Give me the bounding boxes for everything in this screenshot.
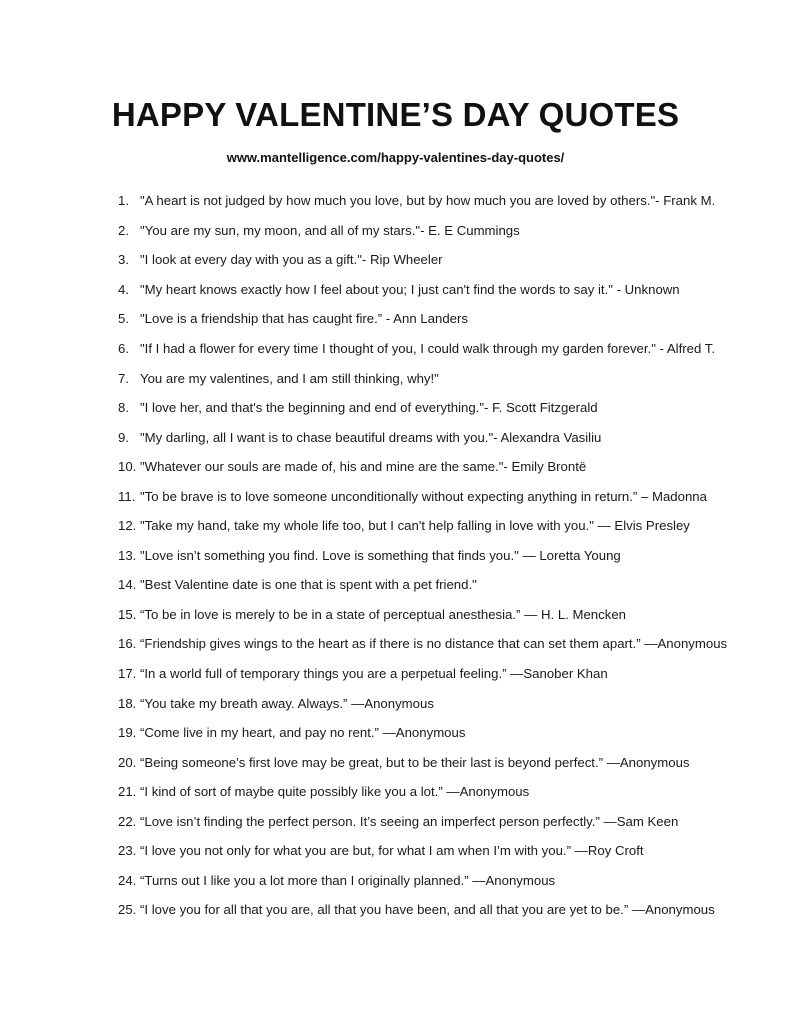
quote-item — [118, 304, 778, 334]
quote-number: 14. — [118, 577, 137, 593]
quote-item — [118, 600, 778, 630]
quote-item — [118, 511, 778, 541]
quote-number: 15. — [118, 606, 137, 622]
quote-item — [118, 245, 778, 275]
quote-item — [118, 895, 778, 925]
quote-number: 19. — [118, 725, 137, 741]
quote-text: "I look at every day with you as a gift."- Rip Wheeler — [140, 252, 443, 268]
quote-item — [118, 393, 778, 423]
quote-number: 9. — [118, 429, 129, 445]
quote-list — [118, 186, 778, 925]
quote-text: “I love you for all that you are, all that you have been, and all that you are yet to be.” —Anonymous — [140, 902, 715, 918]
quote-text: “Being someone’s first love may be great, but to be their last is beyond perfect.” —Anonymous — [140, 754, 690, 770]
quote-text: "Whatever our souls are made of, his and mine are the same."- Emily Brontë — [140, 459, 587, 475]
quote-text: You are my valentines, and I am still thinking, why!" — [140, 370, 439, 386]
quote-number: 20. — [118, 754, 137, 770]
quote-item — [118, 747, 778, 777]
quote-item — [118, 777, 778, 807]
quote-item — [118, 334, 778, 364]
quote-item — [118, 363, 778, 393]
quote-text: "If I had a flower for every time I thought of you, I could walk through my garden forever." - Alfred T. — [140, 341, 715, 356]
quote-number: 11. — [118, 488, 136, 504]
quote-text: "My darling, all I want is to chase beautiful dreams with you."- Alexandra Vasiliu — [140, 429, 602, 445]
quote-number: 6. — [118, 341, 129, 356]
quote-item — [118, 866, 778, 896]
quote-text: "To be brave is to love someone unconditionally without expecting anything in return.” – Madonna — [140, 488, 707, 504]
quote-number: 24. — [118, 872, 137, 888]
source-url: www.mantelligence.com/happy-valentines-day-quotes/ — [226, 150, 565, 165]
quote-number: 5. — [118, 311, 129, 327]
page-title: HAPPY VALENTINE’S DAY QUOTES — [111, 96, 680, 133]
quote-text: “In a world full of temporary things you are a perpetual feeling.” —Sanober Khan — [140, 666, 608, 682]
quote-item — [118, 216, 778, 246]
quote-number: 12. — [118, 518, 137, 534]
quote-number: 17. — [118, 666, 137, 682]
quote-number: 25. — [118, 902, 137, 918]
quote-text: "I love her, and that's the beginning and end of everything."- F. Scott Fitzgerald — [140, 400, 598, 416]
quote-item — [118, 481, 778, 511]
quote-text: “You take my breath away. Always.” —Anonymous — [140, 695, 434, 711]
quote-item — [118, 186, 778, 216]
quote-item — [118, 629, 778, 659]
quote-number: 23. — [118, 843, 137, 859]
quote-text: "Best Valentine date is one that is spent with a pet friend." — [140, 577, 477, 593]
quote-text: "Take my hand, take my whole life too, but I can't help falling in love with you." — Elvis Presley — [140, 518, 690, 534]
quote-number: 3. — [118, 252, 129, 268]
quote-text: “I kind of sort of maybe quite possibly like you a lot.” —Anonymous — [140, 784, 530, 800]
quote-number: 22. — [118, 813, 137, 829]
quote-text: "You are my sun, my moon, and all of my stars."- E. E Cummings — [140, 222, 520, 238]
quote-item — [118, 275, 778, 305]
quote-number: 1. — [118, 193, 129, 209]
quote-text: "Love isn’t something you find. Love is something that finds you." — Loretta Young — [140, 547, 621, 563]
quote-text: "My heart knows exactly how I feel about you; I just can't find the words to say it." - Unknown — [140, 281, 680, 297]
quote-item — [118, 541, 778, 571]
quote-text: “To be in love is merely to be in a state of perceptual anesthesia.” — H. L. Mencken — [140, 606, 626, 622]
quote-text: “Love isn’t finding the perfect person. It’s seeing an imperfect person perfectly.” —Sam Keen — [140, 813, 679, 829]
quote-number: 2. — [118, 222, 129, 238]
quote-number: 4. — [118, 281, 129, 297]
quote-text: “I love you not only for what you are but, for what I am when I’m with you.” —Roy Croft — [140, 843, 644, 859]
quote-text: "Love is a friendship that has caught fire.” - Ann Landers — [140, 311, 468, 327]
quote-number: 10. — [118, 459, 137, 475]
quote-number: 8. — [118, 400, 129, 416]
quote-number: 18. — [118, 695, 137, 711]
quote-item — [118, 688, 778, 718]
quote-text: “Come live in my heart, and pay no rent.” —Anonymous — [140, 725, 466, 741]
quote-item — [118, 570, 778, 600]
quote-number: 7. — [118, 370, 129, 386]
quote-number: 21. — [118, 784, 137, 800]
quote-item — [118, 659, 778, 689]
quote-text: “Turns out I like you a lot more than I originally planned.” —Anonymous — [140, 872, 556, 888]
quote-number: 16. — [118, 636, 137, 652]
quote-text: "A heart is not judged by how much you love, but by how much you are loved by others."- Frank M. — [140, 193, 716, 209]
quote-item — [118, 836, 778, 866]
quote-number: 13. — [118, 547, 137, 563]
quote-item — [118, 718, 778, 748]
quote-item — [118, 806, 778, 836]
quote-item — [118, 422, 778, 452]
quote-item — [118, 452, 778, 482]
quote-text: “Friendship gives wings to the heart as if there is no distance that can set them apart.” —Anonymous — [140, 636, 728, 652]
